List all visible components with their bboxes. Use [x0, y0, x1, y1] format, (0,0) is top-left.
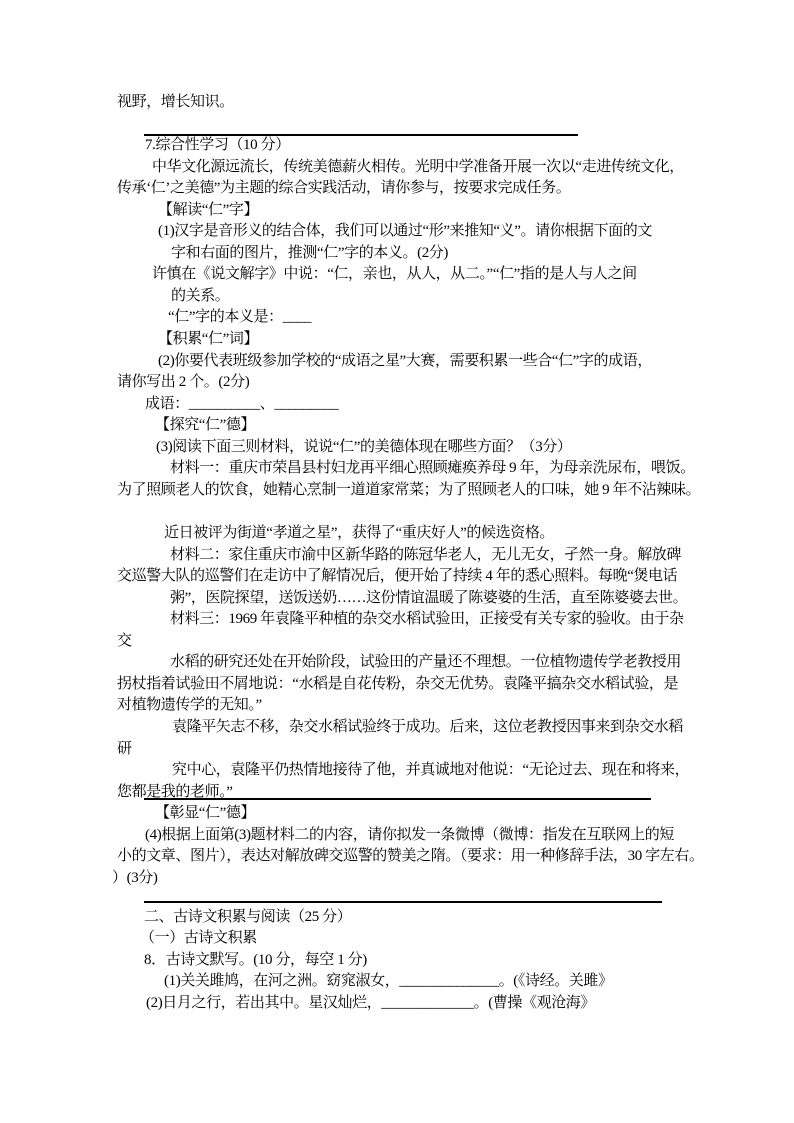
- shuowen-quote-line-1: 许慎在《说文解字》中说：“仁，亲也，从人，从二。”“仁”指的是人与人之间: [152, 266, 637, 282]
- q8-1-line: (1)关关雎鸠，在河之洲。窈窕淑女，______________。(《诗经。关雎》: [164, 973, 613, 989]
- material-2-line-1: 材料二：家住重庆市渝中区新华路的陈冠华老人，无儿无女，孑然一身。解放碑: [170, 547, 682, 563]
- q7-heading: 7.综合性学习（10 分）: [145, 137, 290, 153]
- q7-4-line-2: 小的文章、图片），表达对解放碑交巡警的赞美之隋。（要求：用一种修辞手法，30 字左右。: [117, 848, 704, 864]
- material-1-line-2: 为了照顾老人的饮食，她精心烹制一道道家常菜；为了照顾老人的口味，她 9 年不沾辣味。: [117, 482, 701, 498]
- material-3-line-5: 对植物遗传学的无知。”: [117, 697, 262, 713]
- section-tanjiu-ren-de: 【探究“仁”德】: [155, 417, 256, 433]
- section-jilei-ren-ci: 【积累“仁”词】: [158, 331, 259, 347]
- q7-1-line-1: (1)汉字是音形义的结合体，我们可以通过“形”来推知“义”。请你根据下面的文: [158, 223, 652, 239]
- material-3-line-3: 水稻的研究还处在开始阶段，试验田的产量还不理想。一位植物遗传学老教授用: [170, 654, 682, 670]
- q7-intro-line-2: 传承‘仁’之美德”为主题的综合实践活动，请你参与，按要求完成任务。: [117, 180, 571, 196]
- material-1-line-1: 材料一：重庆市荣昌县村妇龙再平细心照顾瘫痪养母 9 年，为母亲洗尿布，喂饭。: [170, 460, 695, 476]
- section-zhangxian-ren-de: 【彰显“仁”德】: [155, 805, 256, 821]
- intro-tail-line: 视野，增长知识。: [117, 94, 234, 110]
- section-jiedu-ren-zi: 【解读“仁”字】: [158, 202, 259, 218]
- section-2-sub-heading: （一）古诗文积累: [140, 930, 257, 946]
- q7-intro-line-1: 中华文化源远流长，传统美德薪火相传。光明中学准备开展一次以“走进传统文化，: [152, 159, 684, 175]
- q7-1-line-2: 字和右面的图片，推测“仁”字的本义。(2分): [171, 245, 449, 261]
- q7-4-line-3: ）(3分): [112, 870, 158, 886]
- material-3-line-7: 研: [117, 741, 132, 757]
- divider-above-zhangxian: [144, 798, 651, 800]
- q7-1-answer-blank-line: “仁”字的本义是：____: [168, 309, 312, 325]
- q7-2-line-1: (2)你要代表班级参加学校的“成语之星”大赛，需要积累一些合“仁”字的成语，: [158, 353, 652, 369]
- q7-2-line-2: 请你写出 2 个。(2分): [117, 374, 250, 390]
- q7-2-answer-blanks-line: 成语：__________、_________: [145, 396, 339, 412]
- material-3-line-6: 袁隆平矢志不移，杂交水稻试验终于成功。后来，这位老教授因事来到杂交水稻: [172, 719, 684, 735]
- material-3-line-4: 拐杖指着试验田不屑地说：“水稻是自花传粉，杂交无优势。袁隆平搞杂交水稻试验，是: [117, 676, 679, 692]
- material-3-line-8: 究中心，袁隆平仍热情地接待了他，并真诚地对他说：“无论过去、现在和将来，: [172, 762, 690, 778]
- material-3-line-1: 材料三：1969 年袁隆平种植的杂交水稻试验田，正接受有关专家的验收。由于杂: [170, 611, 684, 627]
- divider-above-section-2: [144, 901, 662, 903]
- q7-4-line-1: (4)根据上面第(3)题材料二的内容，请你拟发一条微博（微博：指发在互联网上的短: [145, 827, 674, 843]
- q7-3-line: (3)阅读下面三则材料，说说“仁”的美德体现在哪些方面？（3分）: [156, 439, 572, 455]
- material-2-line-2: 交巡警大队的巡警们在走访中了解情况后，便开始了持续 4 年的悉心照料。每晚“煲电话: [117, 568, 678, 584]
- material-2-line-3: 粥”，医院探望，送饭送奶……这份情谊温暖了陈婆婆的生活，直至陈婆婆去世。: [170, 590, 688, 606]
- material-3-line-9: 您都是我的老师。”: [117, 784, 233, 800]
- material-1-line-3: 近日被评为街道“孝道之星”，获得了“重庆好人”的候选资格。: [164, 525, 555, 541]
- material-3-line-2: 交: [117, 633, 132, 649]
- shuowen-quote-line-2: 的关系。: [171, 288, 230, 304]
- q8-heading: 8．古诗文默写。(10 分，每空 1 分): [144, 952, 367, 968]
- section-2-heading: 二、古诗文积累与阅读（25 分）: [144, 909, 352, 925]
- q8-2-line: (2)日月之行，若出其中。星汉灿烂，_____________。(曹操《观沧海》: [146, 995, 595, 1011]
